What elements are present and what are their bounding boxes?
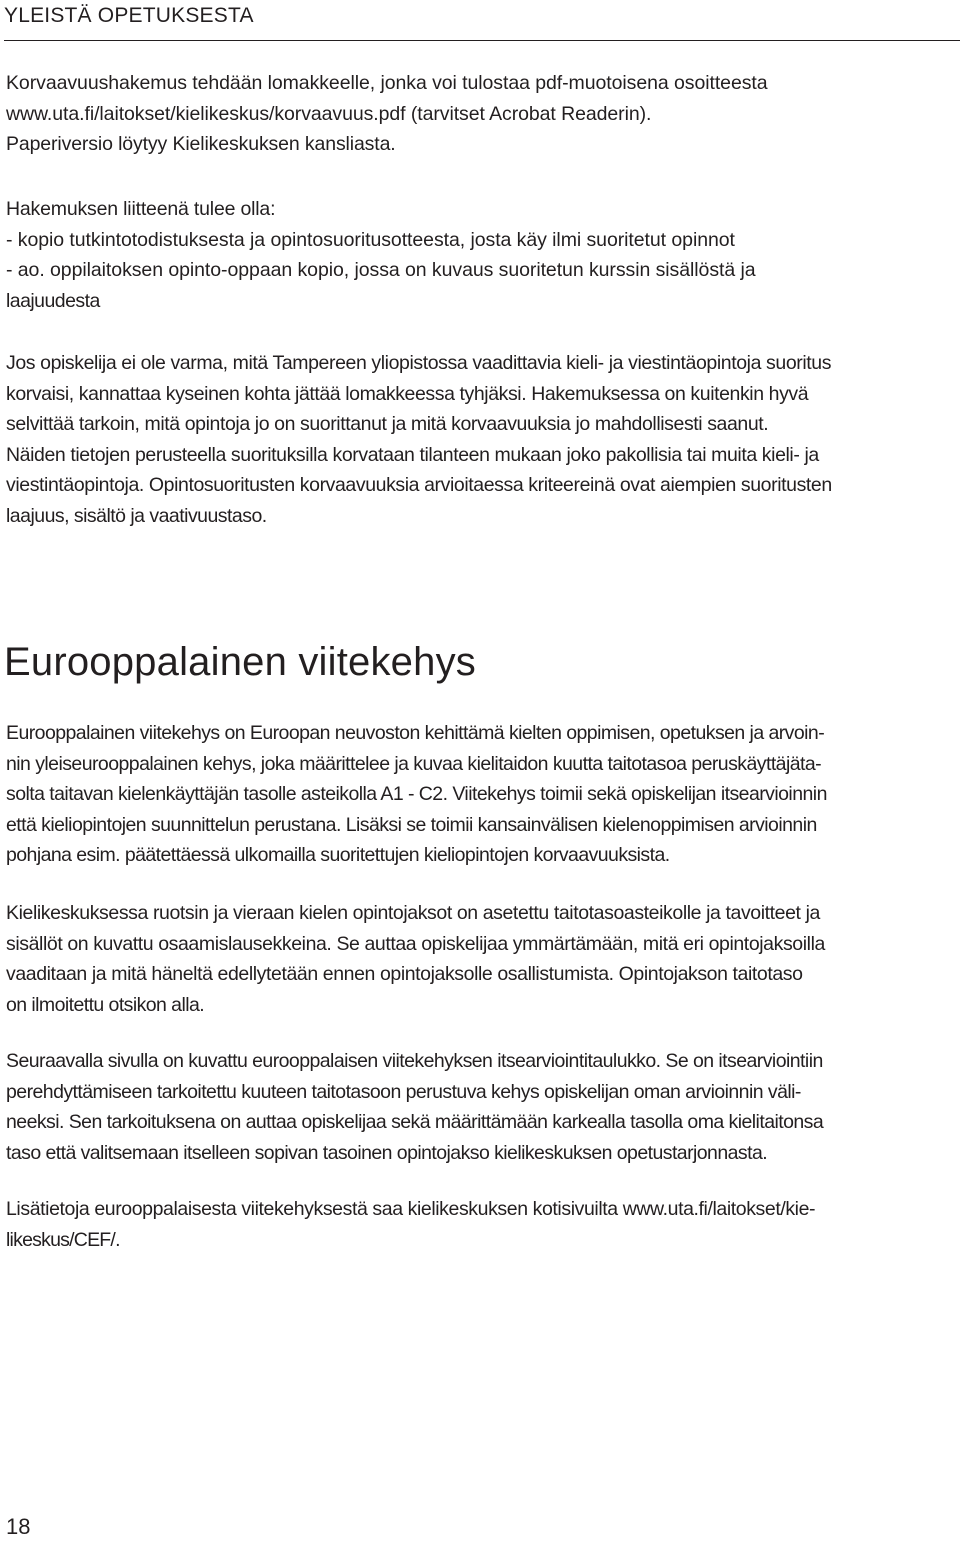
intro-paragraph (6, 68, 960, 160)
section-p2-line-4: on ilmoitettu otsikon alla. (6, 993, 205, 1016)
intro-line-2: www.uta.fi/laitokset/kielikeskus/korvaavuus.pdf (tarvitset Acrobat Readerin). (6, 102, 652, 125)
section-p2-line-1: Kielikeskuksessa ruotsin ja vieraan kielen opintojaksot on asetettu taitotasoasteikolle ja tavoitteet ja (6, 902, 820, 924)
page-header (4, 0, 960, 41)
section-paragraph-4 (6, 1194, 960, 1255)
section-p1-line-1: Eurooppalainen viitekehys on Euroopan neuvoston kehittämä kielten oppimisen, opetuksen ja arvoin- (6, 722, 825, 744)
guidance-line-3: selvittää tarkoin, mitä opintoja jo on suorittanut ja mitä korvaavuuksia jo mahdollisesti saanut. (6, 413, 769, 436)
attachments-paragraph (6, 194, 960, 316)
section-p3-line-2: perehdyttämiseen tarkoitettu kuuteen taitotasoon perustuva kehys opiskelijan oman arvioinnin väli- (6, 1080, 801, 1103)
page-number: 18 (6, 1514, 31, 1539)
section-p1-line-2: nin yleiseurooppalainen kehys, joka määrittelee ja kuvaa kielitaidon kuutta taitotasoa peruskäyttäjäta- (6, 752, 822, 775)
guidance-paragraph (6, 348, 960, 532)
guidance-line-2: korvaisi, kannattaa kyseinen kohta jättää lomakkeessa tyhjäksi. Hakemuksessa on kuitenkin hyvä (6, 382, 809, 405)
guidance-line-4: Näiden tietojen perusteella suorituksilla korvataan tilanteen mukaan joko pakollisia tai muita kieli- ja (6, 443, 819, 466)
section-p3-line-3: neeksi. Sen tarkoituksena on auttaa opiskelijaa sekä määrittämään karkealla tasolla oma kielitaitonsa (6, 1111, 824, 1134)
attachments-line-1: Hakemuksen liitteenä tulee olla: (6, 198, 276, 220)
intro-line-1: Korvaavuushakemus tehdään lomakkeelle, jonka voi tulostaa pdf-muotoisena osoitteesta (6, 72, 768, 94)
attachments-line-3: - ao. oppilaitoksen opinto-oppaan kopio, jossa on kuvaus suoritetun kurssin sisällöstä ja (6, 259, 756, 282)
guidance-line-5: viestintäopintoja. Opintosuoritusten korvaavuuksia arvioitaessa kriteereinä ovat aiempien suoritusten (6, 474, 832, 497)
section-p1-line-4: että kieliopintojen suunnittelun perustana. Lisäksi se toimii kansainvälisen kielenoppimisen arvioinnin (6, 813, 817, 836)
section-paragraph-1 (6, 718, 960, 871)
section-paragraph-3 (6, 1046, 960, 1168)
guidance-line-6: laajuus, sisältö ja vaativuustaso. (6, 504, 267, 527)
header-title: YLEISTÄ OPETUKSESTA (4, 4, 254, 27)
section-p4-line-2: likeskus/CEF/. (6, 1228, 120, 1251)
section-p3-line-4: taso että valitsemaan itselleen sopivan tasoinen opintojakso kielikeskuksen opetustarjonnasta. (6, 1141, 768, 1164)
intro-line-3: Paperiversio löytyy Kielikeskuksen kansliasta. (6, 133, 396, 156)
guidance-line-1: Jos opiskelija ei ole varma, mitä Tampereen yliopistossa vaadittavia kieli- ja viestintäopintoja suoritus (6, 352, 832, 374)
section-paragraph-2 (6, 898, 960, 1020)
section-p1-line-3: solta taitavan kielenkäyttäjän tasolle asteikolla A1 - C2. Viitekehys toimii sekä opiskelijan itsearvioinnin (6, 783, 827, 806)
section-p2-line-2: sisällöt on kuvattu osaamislausekkeina. Se auttaa opiskelijaa ymmärtämään, mitä eri opintojaksoilla (6, 932, 825, 955)
attachments-line-4: laajuudesta (6, 289, 100, 312)
attachments-line-2: - kopio tutkintotodistuksesta ja opintosuoritusotteesta, josta käy ilmi suoritetut opinnot (6, 228, 735, 251)
section-p3-line-1: Seuraavalla sivulla on kuvattu eurooppalaisen viitekehyksen itsearviointitaulukko. Se on itsearviointiin (6, 1050, 823, 1072)
section-heading: Eurooppalainen viitekehys (4, 640, 476, 684)
section-p4-line-1: Lisätietoja eurooppalaisesta viitekehyksestä saa kielikeskuksen kotisivuilta www.uta.fi/laitokset/kie- (6, 1198, 816, 1220)
section-p2-line-3: vaaditaan ja mitä häneltä edellytetään ennen opintojaksolle osallistumista. Opintojakson taitotaso (6, 963, 803, 986)
section-p1-line-5: pohjana esim. päätettäessä ulkomailla suoritettujen kieliopintojen korvaavuuksista. (6, 844, 670, 867)
